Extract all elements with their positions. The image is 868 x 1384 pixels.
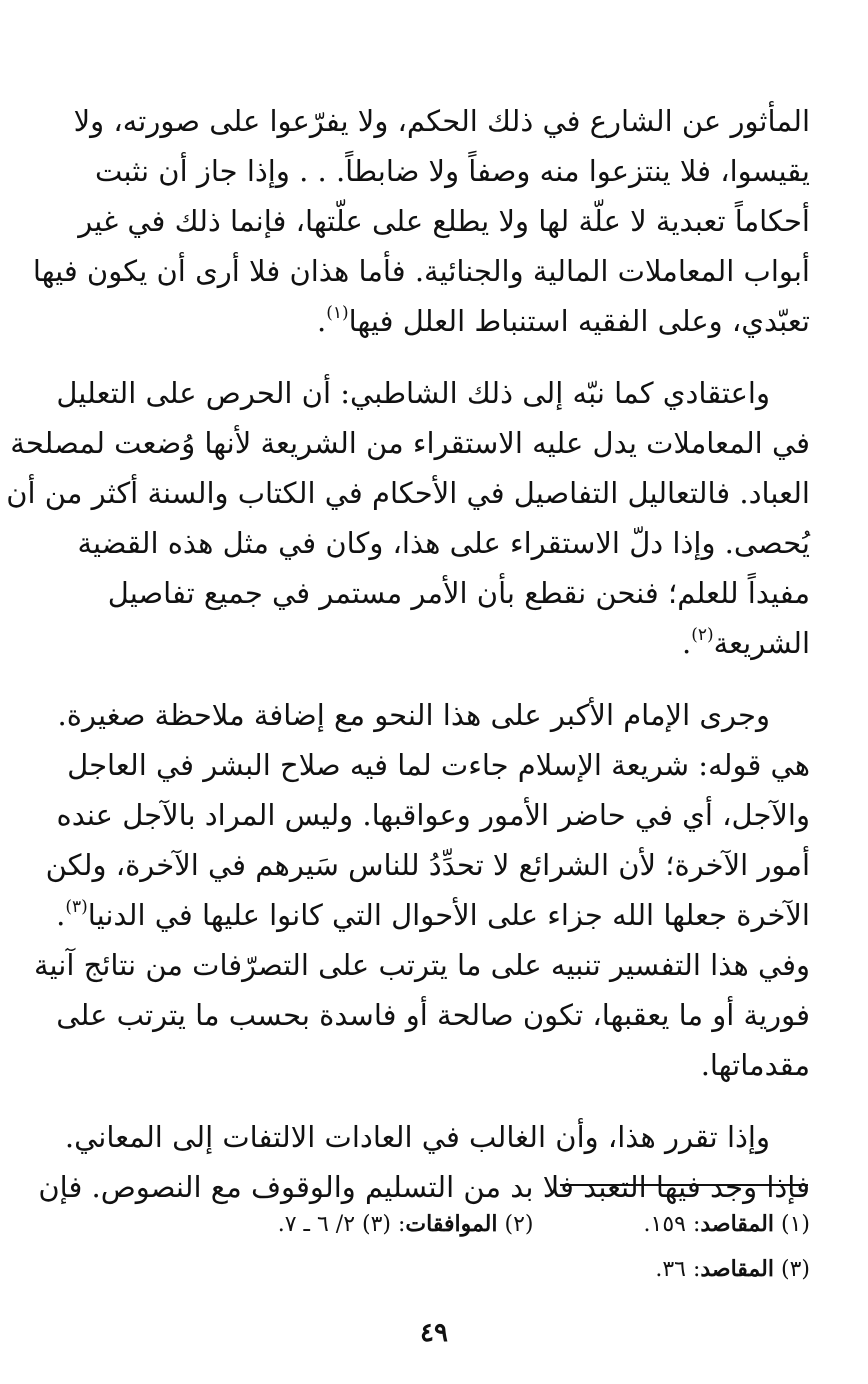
text-line: أحكاماً تعبدية لا علّة لها ولا يطلع على علّتها، فإنما ذلك في غير bbox=[78, 204, 810, 238]
text-line: وإذا تقرر هذا، وأن الغالب في العادات الالتفات إلى المعاني. bbox=[64, 1120, 770, 1154]
footnote-source: الموافقات bbox=[405, 1211, 498, 1237]
text-line: مقدماتها. bbox=[700, 1048, 810, 1082]
text-line: المأثور عن الشارع في ذلك الحكم، ولا يفرّعوا على صورته، ولا bbox=[73, 104, 810, 138]
footnote-3 bbox=[655, 1247, 810, 1292]
footnote-source: المقاصد bbox=[700, 1211, 774, 1237]
footnote-number: (١) bbox=[780, 1212, 810, 1237]
footnote-source: المقاصد bbox=[700, 1256, 774, 1282]
text-line: العباد. فالتعاليل التفاصيل في الأحكام في الكتاب والسنة أكثر من أن bbox=[6, 476, 810, 510]
text-line: يُحصى. وإذا دلّ الاستقراء على هذا، وكان في مثل هذه القضية bbox=[77, 526, 810, 560]
footnote-2 bbox=[278, 1202, 534, 1247]
paragraph-1 bbox=[32, 96, 810, 346]
text-line bbox=[60, 296, 810, 346]
footnote-row bbox=[60, 1247, 810, 1292]
footnote-row bbox=[60, 1202, 810, 1247]
text-line: في المعاملات يدل عليه الاستقراء من الشريعة لأنها وُضعت لمصلحة bbox=[10, 426, 810, 460]
footnote-number: (٣) bbox=[780, 1257, 810, 1282]
text-line: يقيسوا، فلا ينتزعوا منه وصفاً ولا ضابطاً. . . وإذا جاز أن نثبت bbox=[95, 154, 810, 188]
footnote-marker-3: (٣) bbox=[65, 897, 88, 917]
text-run: تعبّدي، وعلى الفقيه استنباط العلل فيها bbox=[348, 304, 810, 338]
footnote-reference: : ١٥٩. bbox=[643, 1212, 701, 1237]
sentence-end: . bbox=[681, 626, 692, 660]
paragraph-2 bbox=[6, 368, 810, 668]
text-line: أمور الآخرة؛ لأن الشرائع لا تحدِّدُ للناس سَيرهم في الآخرة، ولكن bbox=[45, 848, 810, 882]
text-line: هي قوله: شريعة الإسلام جاءت لما فيه صلاح البشر في العاجل bbox=[67, 748, 810, 782]
sentence-end: . bbox=[317, 304, 327, 338]
text-line: واعتقادي كما نبّه إلى ذلك الشاطبي: أن الحرص على التعليل bbox=[56, 376, 770, 410]
text-line: فورية أو ما يعقبها، تكون صالحة أو فاسدة بحسب ما يترتب على bbox=[56, 998, 810, 1032]
text-line: والآجل، أي في حاضر الأمور وعواقبها. وليس المراد بالآجل عنده bbox=[56, 798, 810, 832]
main-text bbox=[6, 96, 810, 1234]
footnote-marker-1: (١) bbox=[326, 303, 349, 323]
footnote-separator bbox=[560, 1184, 808, 1186]
footnote-number: (٢) bbox=[504, 1212, 534, 1237]
footnotes bbox=[60, 1202, 810, 1292]
text-line: وفي هذا التفسير تنبيه على ما يترتب على التصرّفات من نتائج آنية bbox=[34, 948, 810, 982]
footnote-1 bbox=[644, 1202, 810, 1247]
paragraph-4 bbox=[38, 1112, 810, 1212]
footnote-marker-2: (٢) bbox=[691, 625, 714, 645]
text-line: أبواب المعاملات المالية والجنائية. فأما هذان فلا أرى أن يكون فيها bbox=[32, 254, 810, 288]
text-run: الشريعة bbox=[713, 626, 810, 660]
text-line: وجرى الإمام الأكبر على هذا النحو مع إضافة ملاحظة صغيرة. bbox=[57, 698, 770, 732]
text-line: فإذا وجد فيها التعبد فلا بد من التسليم والوقوف مع النصوص. فإن bbox=[38, 1170, 810, 1204]
text-line: مفيداً للعلم؛ فنحن نقطع بأن الأمر مستمر في جميع تفاصيل bbox=[107, 576, 810, 610]
paragraph-3 bbox=[34, 690, 810, 1090]
footnote-reference: : ٣٦. bbox=[655, 1257, 701, 1282]
footnote-reference: : (٣) ٢/ ٦ ـ ٧. bbox=[277, 1212, 406, 1237]
sentence-end: . bbox=[56, 898, 66, 932]
text-line bbox=[60, 618, 810, 668]
page-number: ٤٩ bbox=[420, 1318, 448, 1348]
text-line bbox=[56, 890, 810, 940]
text-run: الآخرة جعلها الله جزاء على الأحوال التي كانوا عليها في الدنيا bbox=[87, 898, 810, 932]
